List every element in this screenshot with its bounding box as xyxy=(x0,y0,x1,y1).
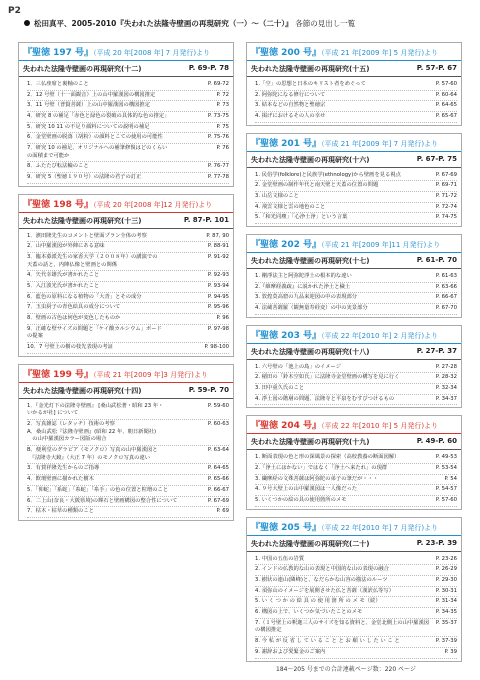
chapter-title: 3. 山岳文様のこと xyxy=(255,193,299,200)
chapter-item xyxy=(255,272,457,283)
chapter-title: 1. 剛淨法主と阿弥陀淨土の根本的な違い xyxy=(255,273,352,280)
chapter-title: 2. 稲田の「鈴木空如氏」に法隆寺金堂壁画の構写を見に行く xyxy=(255,374,400,381)
chapter-pages: P. 63-64 xyxy=(207,447,229,454)
chapter-item xyxy=(27,314,229,325)
chapter-title: 4. 飛雲文様と雲の地色のこと xyxy=(255,203,326,210)
chapter-list xyxy=(19,77,233,186)
chapter-item xyxy=(27,325,229,343)
chapter-pages: P. 71-72 xyxy=(435,193,457,200)
chapter-title: 2．12 号壁（十一面観音）上の山中羅漢図の構図推定 xyxy=(27,91,156,98)
series-title-row xyxy=(247,61,461,77)
series-title: 失われた法隆寺壁画の再現研究(十二) xyxy=(23,65,142,73)
series-title: 失われた法隆寺壁画の再現研究(十三) xyxy=(23,216,142,225)
chapter-pages: P. 37-39 xyxy=(435,638,457,645)
issue-date: （平成 20 年[2008 年]12 月発行)より xyxy=(93,200,213,209)
chapter-title: 5．「仰蛇」「系蛇」「糸蛇」「糸手」の色の位置と粒増のこと xyxy=(27,486,169,493)
chapter-item xyxy=(255,608,457,619)
chapter-item xyxy=(27,101,229,112)
chapter-list xyxy=(247,552,461,661)
issue-header xyxy=(19,195,233,213)
chapter-title: 5．入江波光氏が書かれたこと xyxy=(27,283,100,290)
chapter-pages: P. 65-66 xyxy=(207,476,229,483)
chapter-item xyxy=(255,101,457,112)
chapter-pages: P. 96 xyxy=(216,315,229,322)
chapter-title: 6．藍色の原料になる植物の「大青」とその成分 xyxy=(27,293,142,300)
chapter-item xyxy=(27,293,229,304)
chapter-pages: P. 92-93 xyxy=(207,272,229,279)
chapter-title: 3. 敦煌莫高窟の九品来迎図の中の表現部分 xyxy=(255,294,358,301)
issue-date: （平成 21 年[2009 年]3 月発行)より xyxy=(93,370,208,379)
chapter-title: 2．写真雑誌（レタッチ）技術の考察 A．桑山武松『法隆寺壁画』(昭和 22 年、朝日新聞社) の山中羅漢図カラー図版の場合 xyxy=(27,421,157,443)
issue-date: （平成 21 年[2009 年]11 月発行)より xyxy=(321,241,441,250)
chapter-item xyxy=(255,597,457,608)
chapter-pages: P. 54 xyxy=(444,475,457,482)
issue-header xyxy=(247,518,461,536)
chapter-pages: P. 76-77 xyxy=(207,163,229,170)
chapter-item xyxy=(27,507,229,518)
chapter-title: 3．11 号壁（普賢菩薩）上の山中羅漢図の構図推定 xyxy=(27,102,151,109)
chapter-title: 3．臨本募派先生の家香大学（２００８年）の講演での 天蓋の話と、内陣仏像と壁画との関係 xyxy=(27,254,158,268)
series-title: 失われた法隆寺壁画の再現研究(十五) xyxy=(251,65,370,73)
issue-header xyxy=(247,416,461,434)
issue-number: 『聖徳 202 号』 xyxy=(251,240,322,251)
chapter-pages: P. 64-65 xyxy=(435,102,457,109)
chapter-item xyxy=(27,497,229,508)
issue-date: （平成 22 年[2010 年] 5 月発行)より xyxy=(321,422,439,431)
series-title: 失われた法隆寺壁画の再現研究(十六) xyxy=(251,155,370,164)
issue-header xyxy=(247,235,461,253)
chapter-item xyxy=(27,242,229,253)
issue-number: 『聖徳 199 号』 xyxy=(23,369,94,380)
chapter-title: 1．三仏座席と裏軸のこと xyxy=(27,81,89,87)
chapter-pages: P. 88-91 xyxy=(207,243,229,250)
chapter-pages: P. 53-54 xyxy=(435,465,457,472)
chapter-title: 3. 田中重久氏のこと xyxy=(255,385,305,392)
chapter-title: 4. 淨土図の階層の問題、法隆寺と平泉をむすびつけるもの xyxy=(255,395,395,402)
issue-section xyxy=(246,517,462,662)
issue-header xyxy=(19,43,233,61)
chapter-item xyxy=(27,173,229,184)
chapter-item xyxy=(255,192,457,203)
chapter-pages: P. 74-75 xyxy=(435,214,457,221)
series-title-row xyxy=(247,253,461,269)
chapter-item xyxy=(255,637,457,648)
chapter-title: 7.（１号壁上の釈迦三人のサイズを知る資料と、金堂北側上の山中羅漢図の構図推定 xyxy=(255,619,430,634)
chapter-title: 5. いくつかの絵の具の使用箇所のメモ xyxy=(255,497,347,504)
chapter-title: B．便利堂のグラビア（モノクロ）写真の山中羅漢図と 『法隆寺大鏡』（大正 7 年）のモノクロ写真の違い xyxy=(27,447,158,461)
issue-date: （平成 21 年[2009 年] 5 月発行)より xyxy=(321,49,439,57)
chapter-title: 2. 金堂壁画の制作年代と南天壁と天蓋の位置の問題 xyxy=(255,182,379,189)
issue-number: 『聖徳 201 号』 xyxy=(251,138,322,149)
chapter-title: 3. 樹状の連山(隣峰)と、なだらかな山容の描法のルーツ xyxy=(255,577,388,584)
chapter-title: 1．『金光灯下の法隆寺壁画』 [桑山武松著・昭和 23 年・ いかるが社] について xyxy=(27,402,164,417)
chapter-item xyxy=(255,475,457,486)
chapter-pages: P. 77-78 xyxy=(207,174,229,181)
chapter-title: 1. 中国の五伍の岩質 xyxy=(255,555,305,562)
chapter-item xyxy=(255,181,457,192)
chapter-title: 6. 構図の上で、いくつか気づいたことのメモ xyxy=(255,609,363,616)
chapter-title: 3. 繊摩経の文殊菩薩は阿弥陀の弟子の筆だが・・・ xyxy=(255,475,379,482)
chapter-title: 5．研究 10 11 の不足り顔料についての説明の補足 xyxy=(27,123,150,130)
series-title: 失われた法隆寺壁画の再現研究(十八) xyxy=(251,347,370,356)
chapter-title: 8．壁画の古色は何色が変色したものか xyxy=(27,315,121,322)
chapter-list xyxy=(247,450,461,508)
chapter-item xyxy=(27,402,229,420)
chapter-item xyxy=(27,162,229,173)
chapter-title: 6．二上山(奈良・大阪県境)の輝石と壁画構図の整合性について xyxy=(27,497,178,504)
chapter-title: 2．山中羅漢図が外陣にある意味 xyxy=(27,243,105,250)
issue-section xyxy=(246,133,462,227)
chapter-list xyxy=(19,229,233,356)
issue-date: （平成 21 年[2009 年] 7 月発行)より xyxy=(321,139,439,148)
issue-header xyxy=(247,43,461,61)
chapter-pages: P. 67-69 xyxy=(207,497,229,504)
chapter-title: 4. 須弥山のイメージを展開させた仏と菩薩（漢訳仏等写） xyxy=(255,587,395,594)
chapter-pages: P. 72 xyxy=(216,91,229,98)
chapter-pages: P. 32-34 xyxy=(435,385,457,392)
total-pages-note: 184～205 号までの合計連載ページ数：220 ページ xyxy=(276,666,416,673)
chapter-item xyxy=(27,123,229,134)
chapter-item xyxy=(255,395,457,406)
chapter-pages: P. 69 xyxy=(216,508,229,515)
issue-section xyxy=(18,364,234,521)
series-title-row xyxy=(247,344,461,360)
issue-header xyxy=(247,134,461,152)
chapter-pages: P. 60-63 xyxy=(207,421,229,428)
chapter-pages: P. 75 xyxy=(216,123,229,130)
chapter-title: 4．飲壇壁画に描かれた樹木 xyxy=(27,476,94,483)
chapter-item xyxy=(255,91,457,102)
chapter-pages: P. 69-71 xyxy=(435,182,457,189)
chapter-title: 2.『維摩経義疏』に説かれた浄土と穢土 xyxy=(255,283,351,290)
chapter-title: 1.「空」の思想と日本のキリスト者をめぐって xyxy=(255,81,366,87)
chapter-pages: P. 30-31 xyxy=(435,587,457,594)
chapter-item xyxy=(255,293,457,304)
series-title-row xyxy=(19,213,233,229)
chapter-pages: P. 49-53 xyxy=(435,454,457,461)
chapter-title: 2. 阿弥陀になる修行について xyxy=(255,91,326,98)
issue-section xyxy=(18,194,234,357)
chapter-title: 4．研究 8 の補足「赤色と緑色の裂破の具体的な色の推定」 xyxy=(27,113,170,120)
chapter-pages: P. 35-37 xyxy=(435,619,457,626)
left-column xyxy=(18,42,234,528)
chapter-title: 7．玉虫厨子の青色絵具の成分について xyxy=(27,304,121,311)
chapter-item xyxy=(27,446,229,464)
chapter-pages: P. 73 xyxy=(216,102,229,109)
chapter-pages: P. 60-64 xyxy=(435,91,457,98)
chapter-pages: P. 27-28 xyxy=(435,363,457,370)
chapter-item xyxy=(27,303,229,314)
chapter-list xyxy=(247,360,461,408)
chapter-item xyxy=(255,619,457,637)
chapter-pages: P. 28-32 xyxy=(435,374,457,381)
page-heading xyxy=(24,18,355,29)
chapter-item xyxy=(255,565,457,576)
chapter-item xyxy=(255,363,457,374)
series-title: 失われた法隆寺壁画の再現研究(十九) xyxy=(251,438,370,447)
bullet-icon xyxy=(24,20,30,26)
chapter-item xyxy=(255,587,457,598)
chapter-pages: P. 65-67 xyxy=(435,113,457,120)
chapter-item xyxy=(255,453,457,464)
chapter-pages: P. 91-92 xyxy=(207,254,229,261)
issue-section xyxy=(246,415,462,509)
chapter-item xyxy=(255,80,457,91)
chapter-item xyxy=(255,304,457,315)
issue-section xyxy=(18,42,234,187)
chapter-list xyxy=(247,77,461,125)
issue-section xyxy=(246,234,462,318)
series-pages: P. 67-P. 75 xyxy=(416,154,457,163)
chapter-title: 2. インドの仏教的な山の表現と中国的な山の表現の融合 xyxy=(255,566,389,573)
chapter-title: 1. 民俗学(folklore)と民族学(ethnology)から壁画を見る視点 xyxy=(255,171,401,178)
chapter-pages: P. 64-65 xyxy=(207,465,229,472)
chapter-item xyxy=(27,112,229,123)
series-pages: P. 61-P. 70 xyxy=(416,256,457,265)
issue-header xyxy=(247,326,461,344)
chapter-pages: P. 31-34 xyxy=(435,598,457,605)
chapter-item xyxy=(27,144,229,162)
chapter-item xyxy=(27,91,229,102)
chapter-item xyxy=(255,373,457,384)
chapter-title: 9．研究 5（聖徳１９０号）の法隆の君子の訂正 xyxy=(27,174,142,181)
chapter-item xyxy=(255,384,457,395)
series-title-row xyxy=(19,383,233,399)
chapter-pages: P. 67-70 xyxy=(435,305,457,312)
chapter-item xyxy=(255,112,457,123)
chapter-item xyxy=(27,133,229,144)
chapter-list xyxy=(247,269,461,317)
chapter-item xyxy=(27,475,229,486)
series-title: 失われた法隆寺壁画の再現研究(二十) xyxy=(251,539,370,548)
issue-number: 『聖徳 205 号』 xyxy=(251,522,322,533)
chapter-pages: P. 67-69 xyxy=(435,171,457,178)
chapter-item xyxy=(255,485,457,496)
chapter-item xyxy=(255,555,457,566)
series-title-row xyxy=(247,434,461,450)
chapter-list xyxy=(19,399,233,520)
chapter-title: 7．研究 10 の補足、オリジナルへの補筆修復はどのくらい の面積まで可能か xyxy=(27,145,168,159)
issue-number: 『聖徳 197 号』 xyxy=(23,48,94,58)
chapter-item xyxy=(27,486,229,497)
chapter-title: 4. 法蔵菩薩羅（観無量寿経変）の中の実景部分 xyxy=(255,305,368,312)
issue-number: 『聖徳 200 号』 xyxy=(251,48,322,58)
issue-date: （平成 22 年[2010 年] 7 月発行)より xyxy=(321,523,439,532)
issue-header xyxy=(19,365,233,383)
chapter-title: 4. 掲げにおけるその人の幸せ xyxy=(255,113,326,120)
chapter-pages: P. 87, 90 xyxy=(206,232,229,239)
series-pages: P. 27-P. 37 xyxy=(416,346,457,355)
chapter-item xyxy=(27,282,229,293)
chapter-pages: P. 95-96 xyxy=(207,304,229,311)
chapter-title: 8．ふたたび転法輪のこと xyxy=(27,163,89,170)
series-pages: P. 59-P. 70 xyxy=(188,385,229,394)
chapter-pages: P. 72-74 xyxy=(435,203,457,210)
chapter-title: 3．有賀祥隆先生からのご指導 xyxy=(27,465,100,472)
chapter-pages: P. 66-67 xyxy=(435,294,457,301)
chapter-pages: P. 98-100 xyxy=(204,344,229,351)
chapter-pages: P. 54-57 xyxy=(435,486,457,493)
series-title-row xyxy=(19,61,233,77)
chapter-title: 1. 六号壁の「池上の島」のイメージ xyxy=(255,363,342,370)
chapter-item xyxy=(27,232,229,243)
series-pages: P. 57-P. 67 xyxy=(416,64,457,72)
chapter-title: 9．正確な壁サイズの問題と「ケイ酸カルシウム」ボード の提案 xyxy=(27,325,162,340)
chapter-pages: P. 61-63 xyxy=(435,273,457,280)
page-number: P2 xyxy=(8,6,21,16)
chapter-item xyxy=(27,420,229,446)
issue-section xyxy=(246,42,462,126)
series-pages: P. 23-P. 39 xyxy=(416,538,457,547)
chapter-pages: P. 66-67 xyxy=(207,486,229,493)
chapter-pages: P. 23-26 xyxy=(435,555,457,562)
chapter-item xyxy=(255,496,457,507)
series-title-row xyxy=(247,536,461,552)
chapter-item xyxy=(27,464,229,475)
chapter-title: 4. ９号大壁上の山中羅漢図は一人像だった xyxy=(255,486,358,493)
chapter-item xyxy=(255,203,457,214)
chapter-title: 1．濱田隆先生のコメントと壁面プラン全体の考察 xyxy=(27,232,147,239)
chapter-item xyxy=(255,648,457,659)
chapter-pages: P. 57-60 xyxy=(435,497,457,504)
chapter-item xyxy=(255,171,457,182)
chapter-pages: P. 75-76 xyxy=(207,134,229,141)
chapter-pages: P. 63-66 xyxy=(435,283,457,290)
chapter-pages: P. 26-29 xyxy=(435,566,457,573)
chapter-pages: P. 73-75 xyxy=(207,113,229,120)
chapter-item xyxy=(27,271,229,282)
issue-date: （平成 20 年[2008 年] 7 月発行)より xyxy=(93,49,211,57)
chapter-title: 7．枯木・枯草の種類のこと xyxy=(27,508,94,515)
chapter-pages: P. 69-72 xyxy=(207,81,229,87)
issue-number: 『聖徳 203 号』 xyxy=(251,330,322,341)
chapter-pages: P. 97-98 xyxy=(207,325,229,332)
chapter-item xyxy=(255,283,457,294)
chapter-list xyxy=(247,168,461,226)
issue-number: 『聖徳 198 号』 xyxy=(23,199,94,210)
chapter-item xyxy=(27,80,229,91)
chapter-pages: P. 57-60 xyxy=(435,81,457,87)
chapter-pages: P. 34-35 xyxy=(435,609,457,616)
series-pages: P. 49-P. 60 xyxy=(416,437,457,446)
chapter-pages: P. 76 xyxy=(216,145,229,152)
chapter-title: 6．金堂壁画の脱落（胡粉）の顔料とこての使用の可能性 xyxy=(27,134,163,141)
chapter-pages: P. 93-94 xyxy=(207,283,229,290)
issue-section xyxy=(246,325,462,409)
chapter-item xyxy=(27,343,229,354)
right-column xyxy=(246,42,462,669)
heading-subtitle: 各節の見出し一覧 xyxy=(295,19,356,28)
chapter-item xyxy=(27,253,229,271)
chapter-title: 9. 謝辞および愛緊金のご案内 xyxy=(255,648,326,655)
chapter-pages: P. 39 xyxy=(444,648,457,655)
chapter-title: 4．矢代幸雄氏が書かれたこと xyxy=(27,272,100,279)
chapter-title: 5.「和光同塵」「心浄土浄」という言葉 xyxy=(255,214,348,221)
chapter-title: 1. 断面表現の色と形の深風景の探索（高校教養の断面図解） xyxy=(255,454,400,461)
series-title-row xyxy=(247,152,461,168)
series-pages: P. 69-P. 78 xyxy=(188,64,229,72)
chapter-pages: P. 34-37 xyxy=(435,395,457,402)
series-title: 失われた法隆寺壁画の再現研究(十四) xyxy=(23,386,142,395)
chapter-item xyxy=(255,464,457,475)
chapter-item xyxy=(255,213,457,224)
series-title: 失われた法隆寺壁画の再現研究(十七) xyxy=(251,257,370,266)
chapter-title: 2.「浄土にはかない」ではなく「浄土へ来たれ」の現群 xyxy=(255,465,388,472)
issue-number: 『聖徳 204 号』 xyxy=(251,421,322,432)
chapter-pages: P. 94-95 xyxy=(207,293,229,300)
chapter-title: 8. 今 私 が 反 省 し て い る こ と と お 願 い し た い こ と xyxy=(255,638,400,645)
chapter-title: 10．7 号壁上の樹の枝先表現の考証 xyxy=(27,344,113,351)
chapter-title: 5. い く つ か の 絵 具 の 使 用 箇 所 の メ モ（続） xyxy=(255,598,381,605)
series-pages: P. 87-P. 101 xyxy=(183,215,229,224)
chapter-item xyxy=(255,576,457,587)
chapter-pages: P. 59-60 xyxy=(207,402,229,409)
chapter-pages: P. 29-30 xyxy=(435,577,457,584)
issue-date: （平成 22 年[2010 年] 2 月発行)より xyxy=(321,331,439,340)
heading-title: 松田真平、2005-2010『失われた法隆寺壁画の再現研究（一）～（二十）』 xyxy=(34,19,293,28)
chapter-title: 3. 結本などの自然物と聖徳宗 xyxy=(255,102,326,109)
